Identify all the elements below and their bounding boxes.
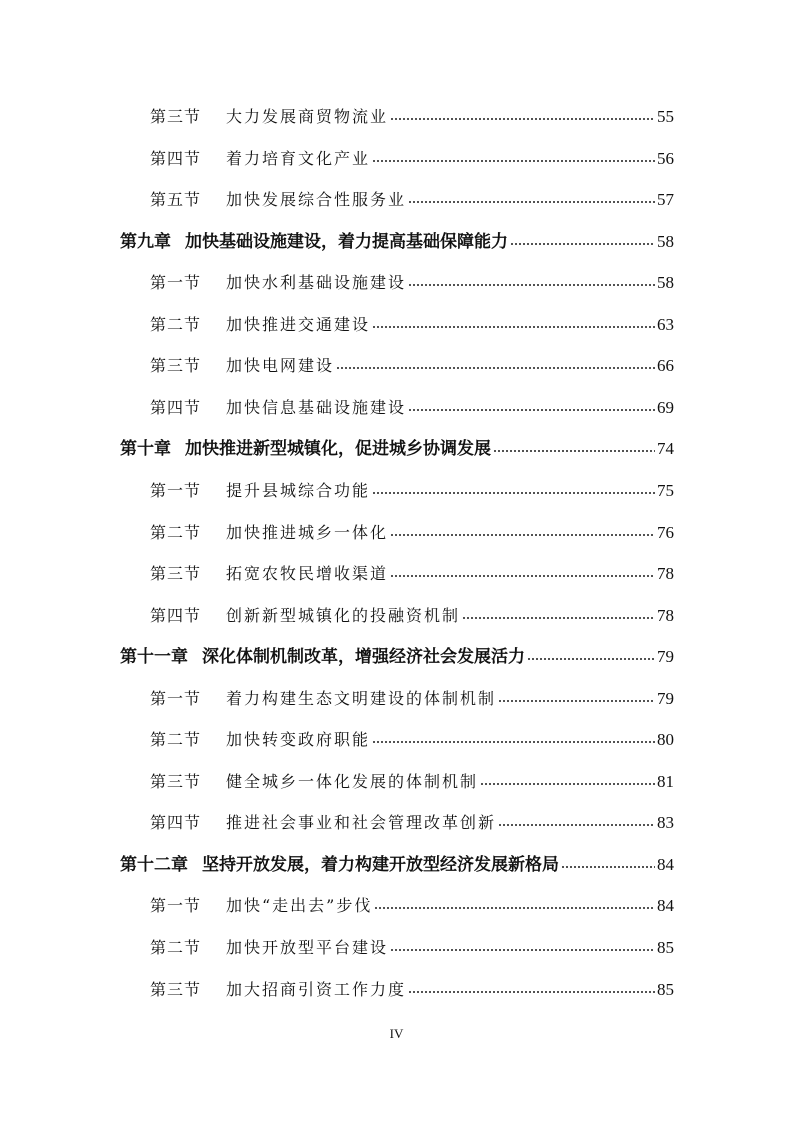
- toc-entry-title: 加快推进城乡一体化: [226, 522, 389, 542]
- toc-entry-number: 第四节: [150, 813, 202, 833]
- toc-entry-number: 第四节: [150, 397, 202, 417]
- toc-entry-title: 加快转变政府职能: [226, 730, 371, 750]
- toc-entry-title: 健全城乡一体化发展的体制机制: [226, 771, 479, 791]
- toc-leader-dots: [561, 863, 655, 871]
- toc-entry-title: 加快推进交通建设: [226, 314, 371, 334]
- toc-chapter-entry[interactable]: [120, 850, 674, 880]
- toc-entry-number: 第二节: [150, 938, 202, 957]
- toc-leader-dots: [480, 780, 655, 788]
- toc-entry-page: 83: [657, 813, 674, 833]
- toc-section-entry[interactable]: [150, 725, 674, 755]
- toc-entry-number: 第一节: [150, 688, 202, 708]
- toc-entry-page: 78: [657, 605, 674, 625]
- toc-entry-number: 第三节: [150, 356, 202, 376]
- toc-entry-page: 75: [657, 480, 674, 500]
- toc-entry-number: 第一节: [150, 480, 202, 500]
- toc-section-entry[interactable]: [150, 351, 674, 381]
- toc-chapter-entry[interactable]: [120, 434, 674, 464]
- toc-leader-dots: [390, 531, 655, 539]
- toc-entry-number: 第十章: [120, 439, 171, 460]
- toc-leader-dots: [372, 323, 655, 331]
- toc-entry-title: 加快信息基础设施建设: [226, 397, 407, 417]
- toc-entry-page: 78: [657, 564, 674, 584]
- toc-entry-number: 第二节: [150, 314, 202, 334]
- toc-section-entry[interactable]: [150, 601, 674, 631]
- toc-entry-number: 第九章: [120, 231, 171, 252]
- toc-entry-page: 84: [657, 896, 674, 916]
- toc-leader-dots: [408, 988, 655, 996]
- toc-entry-page: 63: [657, 314, 674, 334]
- toc-entry-title: 大力发展商贸物流业: [226, 107, 389, 126]
- toc-leader-dots: [372, 157, 655, 165]
- toc-entry-title: 加快开放型平台建设: [226, 938, 389, 957]
- toc-section-entry[interactable]: [150, 808, 674, 838]
- toc-entry-title: 拓宽农牧民增收渠道: [226, 564, 389, 584]
- toc-section-entry[interactable]: [150, 102, 674, 132]
- toc-entry-number: 第三节: [150, 979, 202, 999]
- toc-entry-page: 84: [657, 854, 674, 874]
- toc-entry-title: 加快“走出去”步伐: [226, 896, 373, 916]
- toc-leader-dots: [390, 115, 655, 123]
- toc-section-entry[interactable]: [150, 144, 674, 174]
- toc-entry-number: 第一节: [150, 896, 202, 916]
- toc-entry-page: 85: [657, 938, 674, 957]
- toc-section-entry[interactable]: [150, 933, 674, 963]
- toc-section-entry[interactable]: [150, 393, 674, 423]
- toc-entry-title: 创新新型城镇化的投融资机制: [226, 605, 461, 625]
- toc-entry-title: 加快水利基础设施建设: [226, 273, 407, 293]
- toc-entry-page: 80: [657, 730, 674, 750]
- page-number-footer: IV: [389, 1026, 404, 1041]
- toc-leader-dots: [336, 364, 655, 372]
- toc-entry-title: 加快发展综合性服务业: [226, 190, 407, 210]
- toc-entry-number: 第十一章: [120, 647, 188, 668]
- toc-entry-title: 加快电网建设: [226, 356, 335, 376]
- toc-entry-page: 58: [657, 273, 674, 293]
- toc-entry-number: 第十二章: [120, 854, 188, 875]
- toc-entry-page: 79: [657, 688, 674, 708]
- toc-leader-dots: [527, 655, 655, 663]
- toc-chapter-entry[interactable]: [120, 227, 674, 257]
- toc-section-entry[interactable]: [150, 684, 674, 714]
- toc-entry-number: 第三节: [150, 107, 202, 126]
- toc-section-entry[interactable]: [150, 310, 674, 340]
- toc-section-entry[interactable]: [150, 891, 674, 921]
- toc-entry-page: 66: [657, 356, 674, 376]
- toc-section-entry[interactable]: [150, 185, 674, 215]
- toc-leader-dots: [493, 447, 655, 455]
- toc-entry-page: 58: [657, 231, 674, 251]
- toc-entry-number: 第二节: [150, 522, 202, 542]
- toc-entry-number: 第五节: [150, 190, 202, 210]
- toc-leader-dots: [510, 240, 655, 248]
- toc-entry-number: 第三节: [150, 771, 202, 791]
- toc-leader-dots: [374, 904, 655, 912]
- toc-leader-dots: [390, 572, 655, 580]
- toc-leader-dots: [408, 198, 655, 206]
- toc-entry-page: 55: [657, 107, 674, 126]
- toc-entry-page: 74: [657, 439, 674, 459]
- toc-entry-page: 85: [657, 979, 674, 999]
- toc-leader-dots: [408, 406, 655, 414]
- toc-entry-page: 57: [657, 190, 674, 210]
- toc-leader-dots: [372, 489, 655, 497]
- toc-entry-title: 加快推进新型城镇化，促进城乡协调发展: [185, 439, 491, 460]
- toc-entry-number: 第四节: [150, 148, 202, 168]
- toc-leader-dots: [408, 281, 655, 289]
- toc-section-entry[interactable]: [150, 476, 674, 506]
- toc-leader-dots: [372, 738, 655, 746]
- toc-entry-page: 79: [657, 647, 674, 667]
- toc-entry-title: 推进社会事业和社会管理改革创新: [226, 813, 497, 833]
- toc-leader-dots: [390, 946, 655, 954]
- toc-entry-title: 着力构建生态文明建设的体制机制: [226, 688, 497, 708]
- toc-section-entry[interactable]: [150, 975, 674, 1005]
- toc-section-entry[interactable]: [150, 559, 674, 589]
- toc-entry-title: 加快基础设施建设，着力提高基础保障能力: [185, 231, 508, 252]
- toc-entry-number: 第三节: [150, 564, 202, 584]
- toc-entry-title: 深化体制机制改革，增强经济社会发展活力: [202, 647, 525, 668]
- toc-entry-title: 加大招商引资工作力度: [226, 979, 407, 999]
- toc-entry-page: 76: [657, 522, 674, 542]
- toc-chapter-entry[interactable]: [120, 642, 674, 672]
- toc-leader-dots: [498, 697, 655, 705]
- toc-entry-number: 第一节: [150, 273, 202, 293]
- toc-entry-page: 69: [657, 397, 674, 417]
- toc-leader-dots: [462, 614, 655, 622]
- toc-section-entry[interactable]: [150, 767, 674, 797]
- toc-entry-page: 56: [657, 148, 674, 168]
- toc-leader-dots: [498, 821, 655, 829]
- toc-entry-title: 提升县城综合功能: [226, 480, 371, 500]
- toc-section-entry[interactable]: [150, 518, 674, 548]
- toc-entry-number: 第四节: [150, 605, 202, 625]
- toc-entry-title: 坚持开放发展，着力构建开放型经济发展新格局: [202, 854, 559, 875]
- toc-section-entry[interactable]: [150, 268, 674, 298]
- toc-entry-number: 第二节: [150, 730, 202, 750]
- toc-entry-page: 81: [657, 771, 674, 791]
- toc-entry-title: 着力培育文化产业: [226, 148, 371, 168]
